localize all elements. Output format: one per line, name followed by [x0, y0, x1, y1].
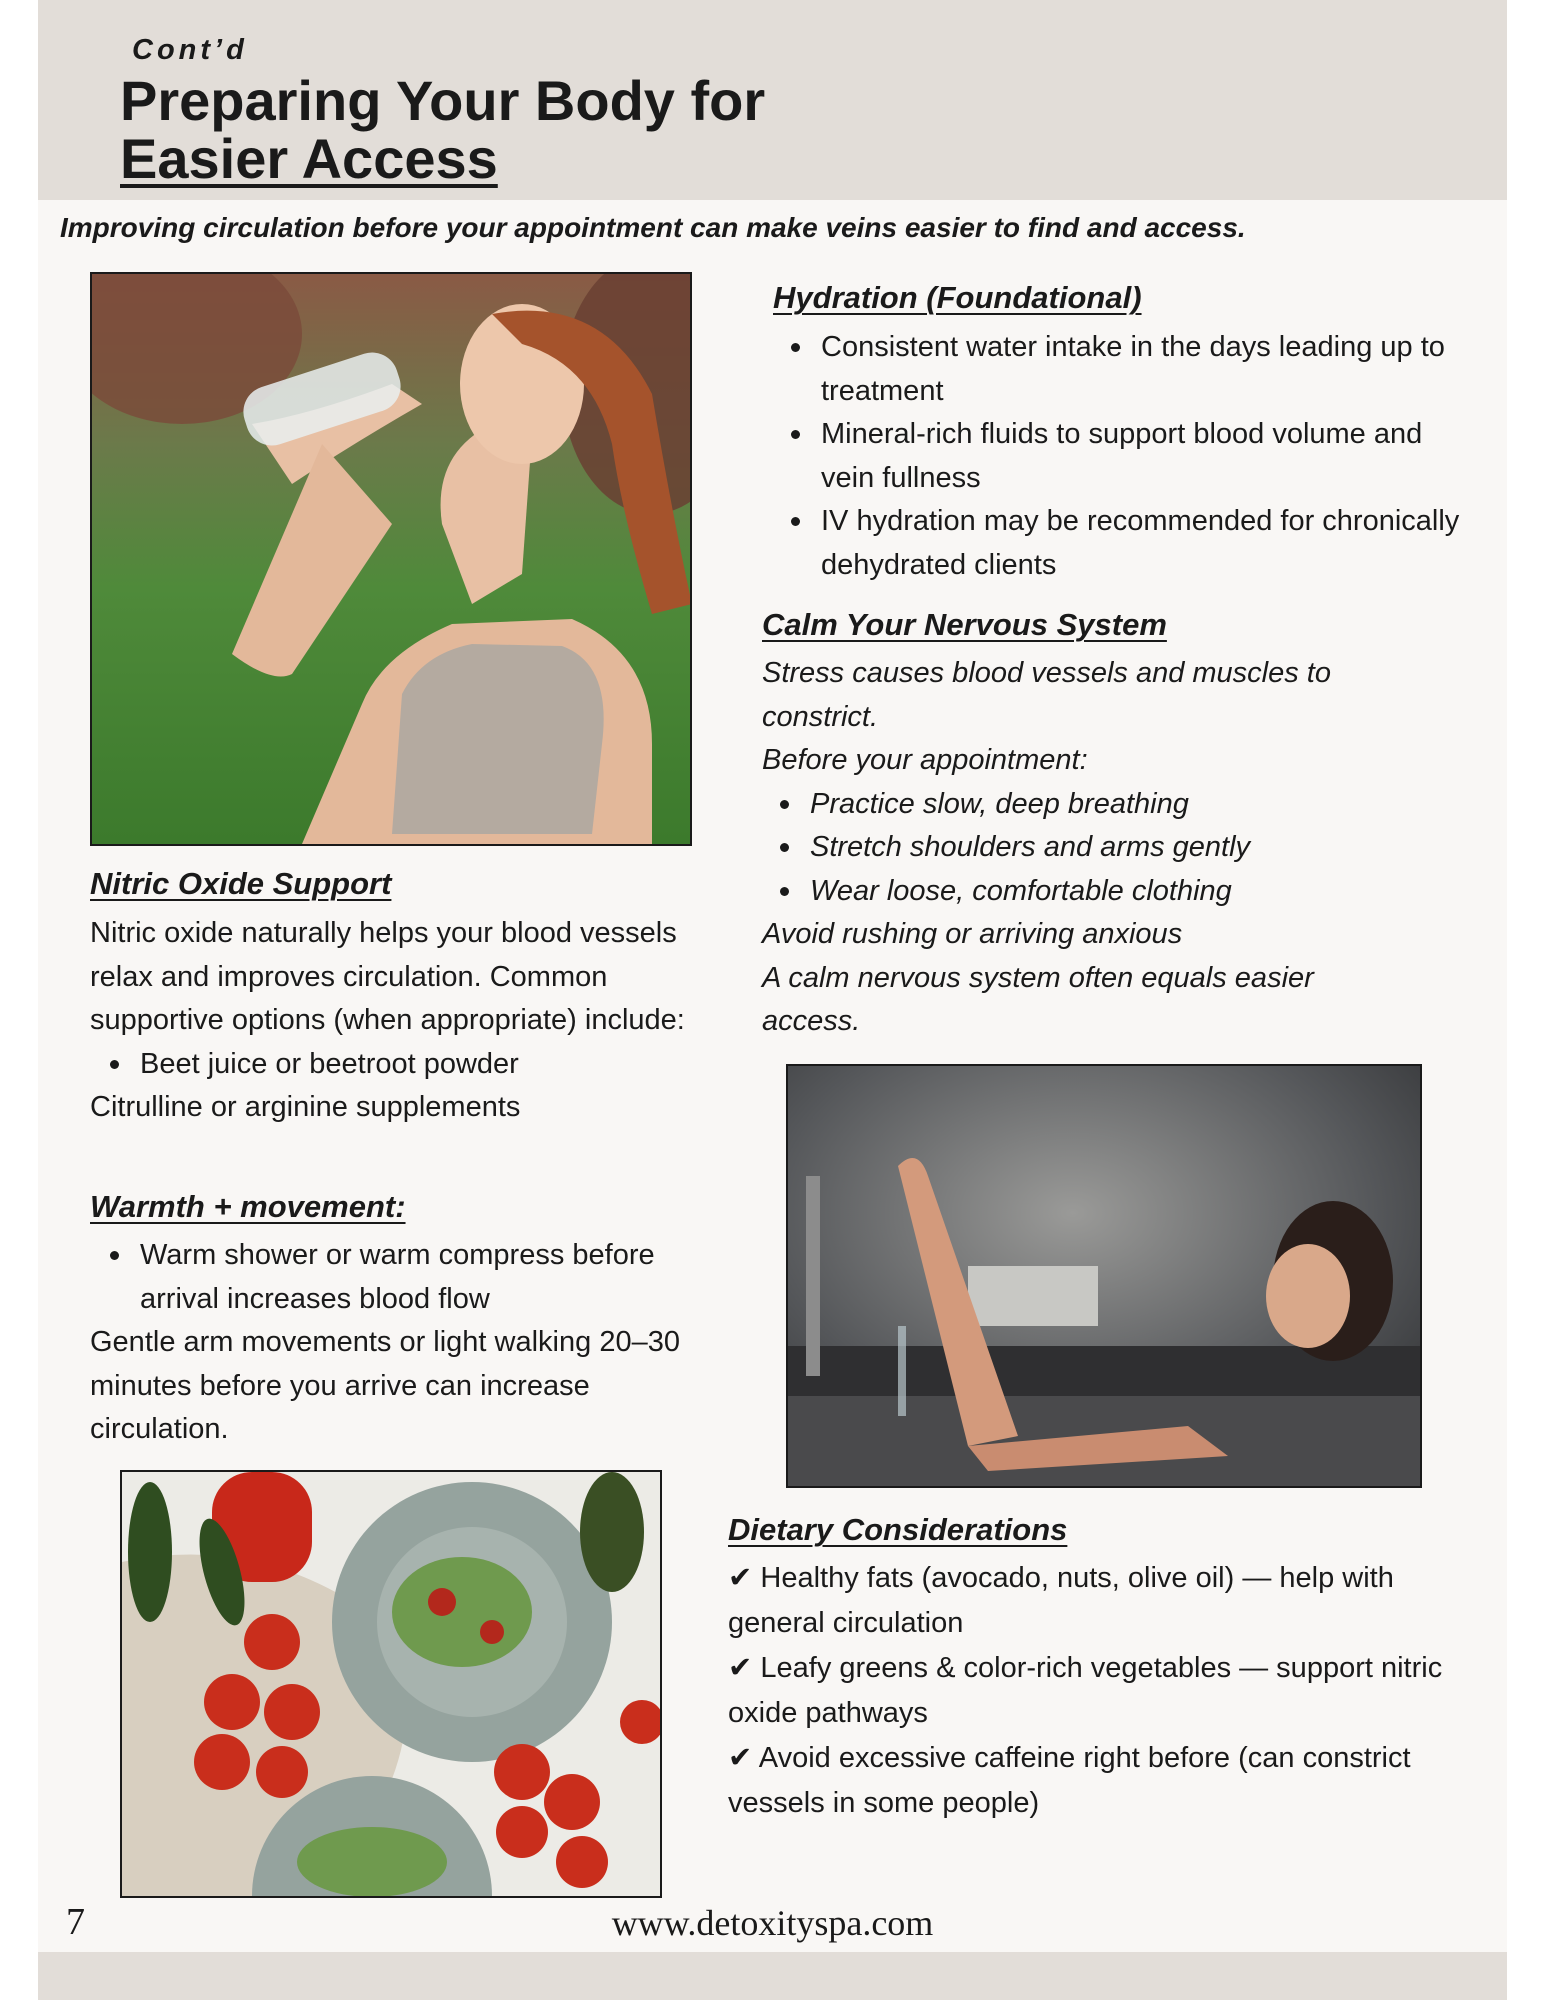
dietary-item-text: Avoid excessive caffeine right before (can constrict vessels in some people): [728, 1742, 1411, 1819]
nervous-item: Stretch shoulders and arms gently: [810, 826, 1412, 870]
hydration-item: Mineral-rich fluids to support blood volume and vein fullness: [821, 413, 1461, 500]
dietary-item: [728, 1736, 1468, 1826]
check-icon: ✔: [728, 1742, 753, 1774]
title-line-2: Easier Access: [120, 127, 498, 190]
warmth-text: [90, 1234, 690, 1452]
nitric-line: Citrulline or arginine supplements: [90, 1091, 521, 1123]
nervous-intro: Stress causes blood vessels and muscles to constrict.: [762, 657, 1331, 733]
nitric-item: Beet juice or beetroot powder: [140, 1043, 690, 1087]
hydration-item: Consistent water intake in the days leading up to treatment: [821, 326, 1461, 413]
hydration-item: IV hydration may be recommended for chronically dehydrated clients: [821, 500, 1461, 587]
check-icon: ✔: [728, 1652, 753, 1684]
nitric-oxide-text: [90, 912, 690, 1130]
nervous-system-heading: Calm Your Nervous System: [762, 607, 1167, 642]
footer-band: [38, 1952, 1507, 2000]
warmth-paragraph: Gentle arm movements or light walking 20–30 minutes before you arrive can increase circulation.: [90, 1326, 680, 1445]
page-title: [120, 69, 766, 190]
nervous-system-text: [762, 652, 1412, 1044]
nervous-lead: Before your appointment:: [762, 744, 1088, 776]
dietary-item-text: Healthy fats (avocado, nuts, olive oil) — help with general circulation: [728, 1562, 1394, 1639]
continued-label: Cont’d: [132, 34, 248, 66]
check-icon: ✔: [728, 1562, 753, 1594]
title-line-1: Preparing Your Body for: [120, 69, 766, 132]
intro-text: Improving circulation before your appointment can make veins easier to find and access.: [60, 212, 1246, 243]
website-link[interactable]: www.detoxityspa.com: [611, 1903, 934, 1943]
page-number: 7: [66, 1901, 85, 1943]
dietary-list: [728, 1556, 1468, 1826]
dietary-item: [728, 1646, 1468, 1736]
hydration-list: [821, 326, 1461, 587]
salad-and-vegetables-photo: [120, 1470, 662, 1898]
nitric-oxide-heading: Nitric Oxide Support: [90, 866, 392, 901]
nervous-line-1: Avoid rushing or arriving anxious: [762, 918, 1183, 950]
nitric-paragraph: Nitric oxide naturally helps your blood vessels relax and improves circulation. Common supportive options (when appropriate) include:: [90, 917, 685, 1036]
nervous-item: Wear loose, comfortable clothing: [810, 870, 1412, 914]
hydration-heading: Hydration (Foundational): [773, 280, 1142, 315]
dietary-heading: Dietary Considerations: [728, 1512, 1068, 1547]
nervous-line-2: A calm nervous system often equals easier access.: [762, 961, 1314, 1037]
dietary-item-text: Leafy greens & color-rich vegetables — support nitric oxide pathways: [728, 1652, 1443, 1729]
warmth-heading: Warmth + movement:: [90, 1189, 406, 1224]
warmth-item: Warm shower or warm compress before arrival increases blood flow: [140, 1234, 690, 1321]
dietary-item: [728, 1556, 1468, 1646]
nervous-item: Practice slow, deep breathing: [810, 783, 1412, 827]
woman-drinking-water-photo: [90, 272, 692, 846]
woman-in-bath-photo: [786, 1064, 1422, 1488]
